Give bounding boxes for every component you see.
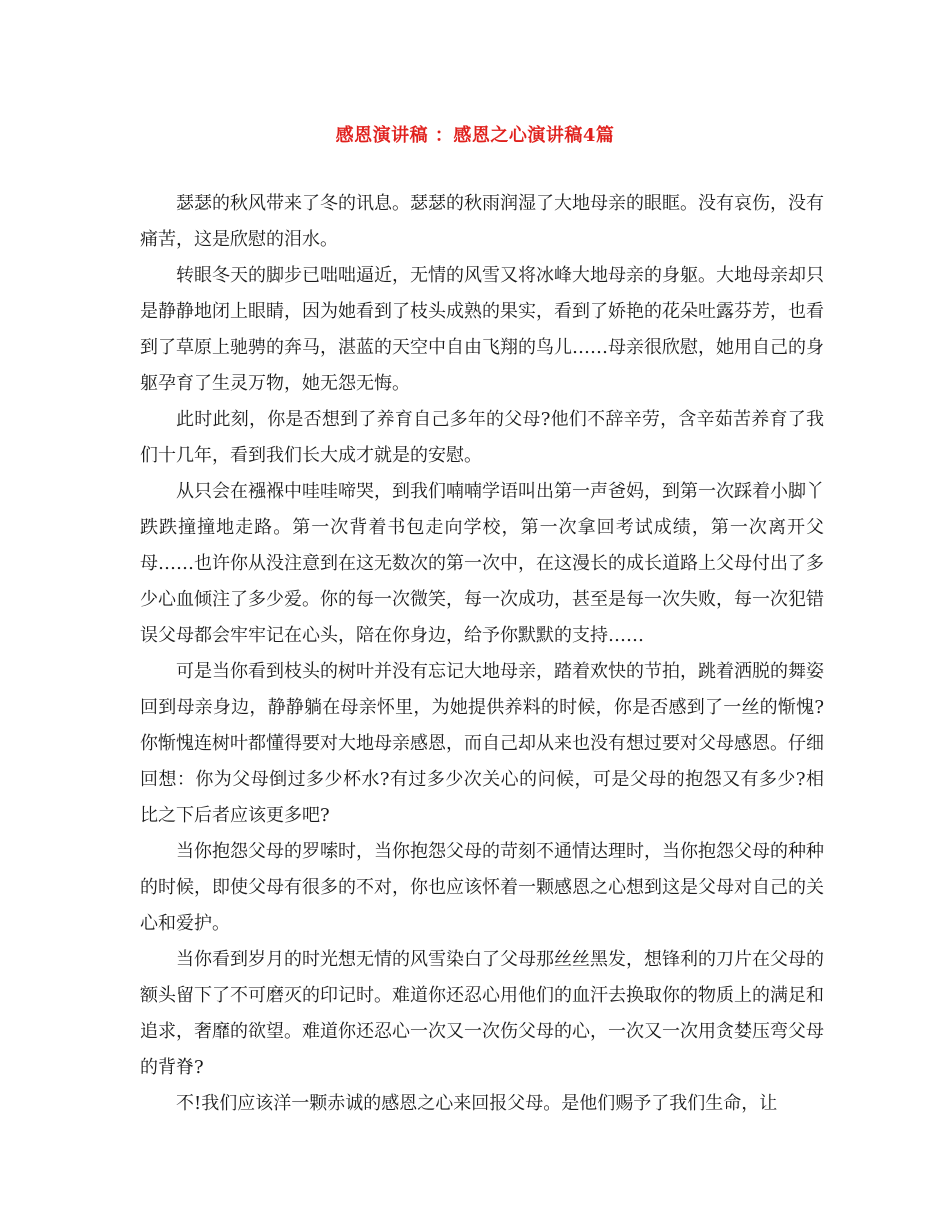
document-body xyxy=(140,186,824,1122)
paragraph: 瑟瑟的秋风带来了冬的讯息。瑟瑟的秋雨润湿了大地母亲的眼眶。没有哀伤，没有痛苦，这是欣慰的泪水。 xyxy=(140,193,824,250)
paragraph: 可是当你看到枝头的树叶并没有忘记大地母亲，踏着欢快的节拍，跳着洒脱的舞姿回到母亲身边，静静躺在母亲怀里，为她提供养料的时候，你是否感到了一丝的惭愧?你惭愧连树叶都懂得要对大地母亲感恩，而自己却从来也没有想过要对父母感恩。仔细回想：你为父母倒过多少杯水?有过多少次关心的问候，可是父母的抱怨又有多少?相比之下后者应该更多吧? xyxy=(140,661,824,826)
paragraph: 当你看到岁月的时光想无情的风雪染白了父母那丝丝黑发，想锋利的刀片在父母的额头留下了不可磨灭的印记时。难道你还忍心用他们的血汗去换取你的物质上的满足和追求，奢靡的欲望。难道你还忍心一次又一次伤父母的心，一次又一次用贪婪压弯父母的背脊? xyxy=(140,949,824,1078)
document-title: 感恩演讲稿 ：感恩之心演讲稿4篇 xyxy=(335,125,615,146)
paragraph: 此时此刻，你是否想到了养育自己多年的父母?他们不辞辛劳，含辛茹苦养育了我们十几年，看到我们长大成才就是的安慰。 xyxy=(140,409,824,466)
paragraph: 当你抱怨父母的罗嗦时，当你抱怨父母的苛刻不通情达理时，当你抱怨父母的种种的时候，即使父母有很多的不对，你也应该怀着一颗感恩之心想到这是父母对自己的关心和爱护。 xyxy=(140,841,824,934)
paragraph: 从只会在襁褓中哇哇啼哭，到我们喃喃学语叫出第一声爸妈，到第一次踩着小脚丫跌跌撞撞地走路。第一次背着书包走向学校，第一次拿回考试成绩，第一次离开父母……也许你从没注意到在这无数次的第一次中，在这漫长的成长道路上父母付出了多少心血倾注了多少爱。你的每一次微笑，每一次成功，甚至是每一次失败，每一次犯错误父母都会牢牢记在心头，陪在你身边，给予你默默的支持…… xyxy=(140,481,824,646)
paragraph: 不!我们应该洋一颗赤诚的感恩之心来回报父母。是他们赐予了我们生命，让 xyxy=(176,1093,778,1114)
paragraph: 转眼冬天的脚步已咄咄逼近，无情的风雪又将冰峰大地母亲的身躯。大地母亲却只是静静地闭上眼睛，因为她看到了枝头成熟的果实，看到了娇艳的花朵吐露芬芳，也看到了草原上驰骋的奔马，湛蓝的天空中自由飞翔的鸟儿……母亲很欣慰，她用自己的身躯孕育了生灵万物，她无怨无悔。 xyxy=(140,265,824,394)
